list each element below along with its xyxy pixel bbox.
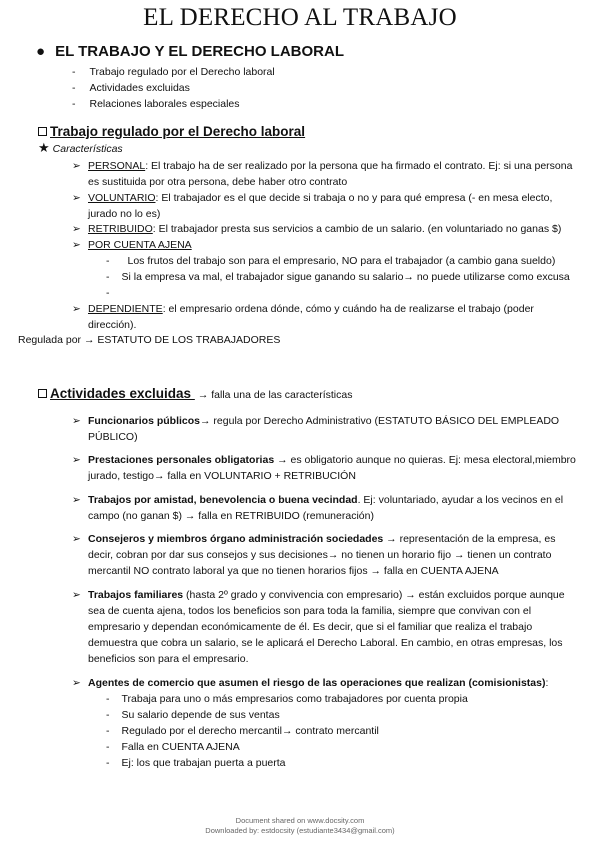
excluida-agentes: Agentes de comercio que asumen el riesgo de las operaciones que realizan (comisionistas): <box>88 677 549 689</box>
section-heading-trabajo: ● EL TRABAJO Y EL DERECHO LABORAL <box>36 43 344 60</box>
excluida-consejeros: Consejeros y miembros órgano administración sociedades → representación de la empresa, es decir, cobran por dar sus consejos y sus decisiones→ no tienen un horario fijo → tienen un contrato mercantil NO contrato laboral ya que no tienen horarios fijos → falla en CUENTA AJENA <box>88 533 556 577</box>
caracteristica-dependiente: DEPENDIENTE: el empresario ordena dónde, cómo y cuándo ha de realizarse el trabajo (poder dirección). <box>88 303 534 331</box>
list-item: - Trabaja para uno o más empresarios como trabajadores por cuenta propia <box>106 693 468 705</box>
arrow-bullet-icon: ➢ <box>72 677 81 689</box>
arrow-bullet-icon: ➢ <box>72 223 81 235</box>
footer-shared: Document shared on www.docsity.com <box>235 816 365 825</box>
dash-icon: - <box>106 757 110 769</box>
dash-icon: - <box>106 255 110 267</box>
list-item: - Trabajo regulado por el Derecho laboral <box>72 66 275 78</box>
arrow-bullet-icon: ➢ <box>72 160 81 172</box>
section-heading-regulado: Trabajo regulado por el Derecho laboral <box>38 124 305 139</box>
arrow-bullet-icon: ➢ <box>72 494 81 506</box>
bullet-icon: ● <box>36 43 46 60</box>
caracteristica-retribuido: RETRIBUIDO: El trabajador presta sus servicios a cambio de un salario. (en voluntariado no ganas $) <box>88 223 562 235</box>
section-heading-actividades: Actividades excluidas → falla una de las características <box>38 385 352 403</box>
list-item: - Los frutos del trabajo son para el empresario, NO para el trabajador (a cambio gana sueldo) <box>106 255 556 267</box>
dash-icon: - <box>72 82 76 94</box>
excluida-amistad: Trabajos por amistad, benevolencia o buena vecindad. Ej: voluntariado, ayudar a los vecinos en el campo (no ganan $) → falla en RETRIBUIDO (remuneración) <box>88 494 564 522</box>
arrow-bullet-icon: ➢ <box>72 415 81 427</box>
star-icon: ★ <box>38 140 50 155</box>
arrow-bullet-icon: ➢ <box>72 239 81 251</box>
arrow-bullet-icon: ➢ <box>72 533 81 545</box>
arrow-bullet-icon: ➢ <box>72 192 81 204</box>
dash-icon: - <box>106 741 110 753</box>
list-item: - Regulado por el derecho mercantil→ contrato mercantil <box>106 725 379 737</box>
arrow-bullet-icon: ➢ <box>72 589 81 601</box>
dash-icon: - <box>106 725 110 737</box>
list-item: - Si la empresa va mal, el trabajador sigue ganando su salario→ no puede utilizarse como excusa <box>106 271 570 283</box>
checkbox-square-icon <box>38 389 47 398</box>
dash-icon: - <box>106 709 110 721</box>
list-item: - Falla en CUENTA AJENA <box>106 741 240 753</box>
caracteristica-personal: PERSONAL: El trabajo ha de ser realizado por la persona que ha firmado el contrato. Ej: si una persona es sustituida por otra persona, debe haber otro contrato <box>88 160 573 188</box>
dash-icon: - <box>72 66 76 78</box>
caracteristicas-label: ★ Características <box>38 140 123 155</box>
regulada-por: Regulada por → ESTATUTO DE LOS TRABAJADORES <box>18 334 281 346</box>
list-item: - Actividades excluidas <box>72 82 190 94</box>
caracteristica-voluntario: VOLUNTARIO: El trabajador es el que decide si trabaja o no y para qué empresa (- en mesa electo, jurado no lo es) <box>88 192 553 220</box>
list-item: - Ej: los que trabajan puerta a puerta <box>106 757 286 769</box>
excluida-funcionarios: Funcionarios públicos→ regula por Derecho Administrativo (ESTATUTO BÁSICO DEL EMPLEADO PÚBLICO) <box>88 415 560 443</box>
caracteristica-cuenta-ajena: POR CUENTA AJENA <box>88 239 192 251</box>
footer-downloaded: Downloaded by: estdocsity (estudiante3434@gmail.com) <box>205 826 395 835</box>
excluida-familiares: Trabajos familiares (hasta 2º grado y convivencia con empresario) → están excluidos porque aunque sea de cuenta ajena, todos los beneficios son para toda la familia, siempre que convivan con el empresario y dependan económicamente de él. Es decir, que si el familiar que realiza el trabajo demuestra que cobra un salario, se le aplicará el Derecho Laboral. En cambio, en otras empresas, los beneficios son para el empresario. <box>88 589 565 665</box>
dash-icon: - <box>106 271 110 283</box>
excluida-prestaciones: Prestaciones personales obligatorias → es obligatorio aunque no quieras. Ej: mesa electoral,miembro jurado, testigo→ falla en VOLUNTARIO + RETRIBUCIÓN <box>88 454 576 482</box>
dash-icon: - <box>106 693 110 705</box>
list-item: - Su salario depende de sus ventas <box>106 709 280 721</box>
list-item: - Relaciones laborales especiales <box>72 98 240 110</box>
page-title: EL DERECHO AL TRABAJO <box>143 4 457 31</box>
arrow-bullet-icon: ➢ <box>72 454 81 466</box>
dash-icon: - <box>106 287 110 299</box>
dash-icon: - <box>72 98 76 110</box>
arrow-bullet-icon: ➢ <box>72 303 81 315</box>
checkbox-square-icon <box>38 127 47 136</box>
list-item <box>106 285 110 301</box>
